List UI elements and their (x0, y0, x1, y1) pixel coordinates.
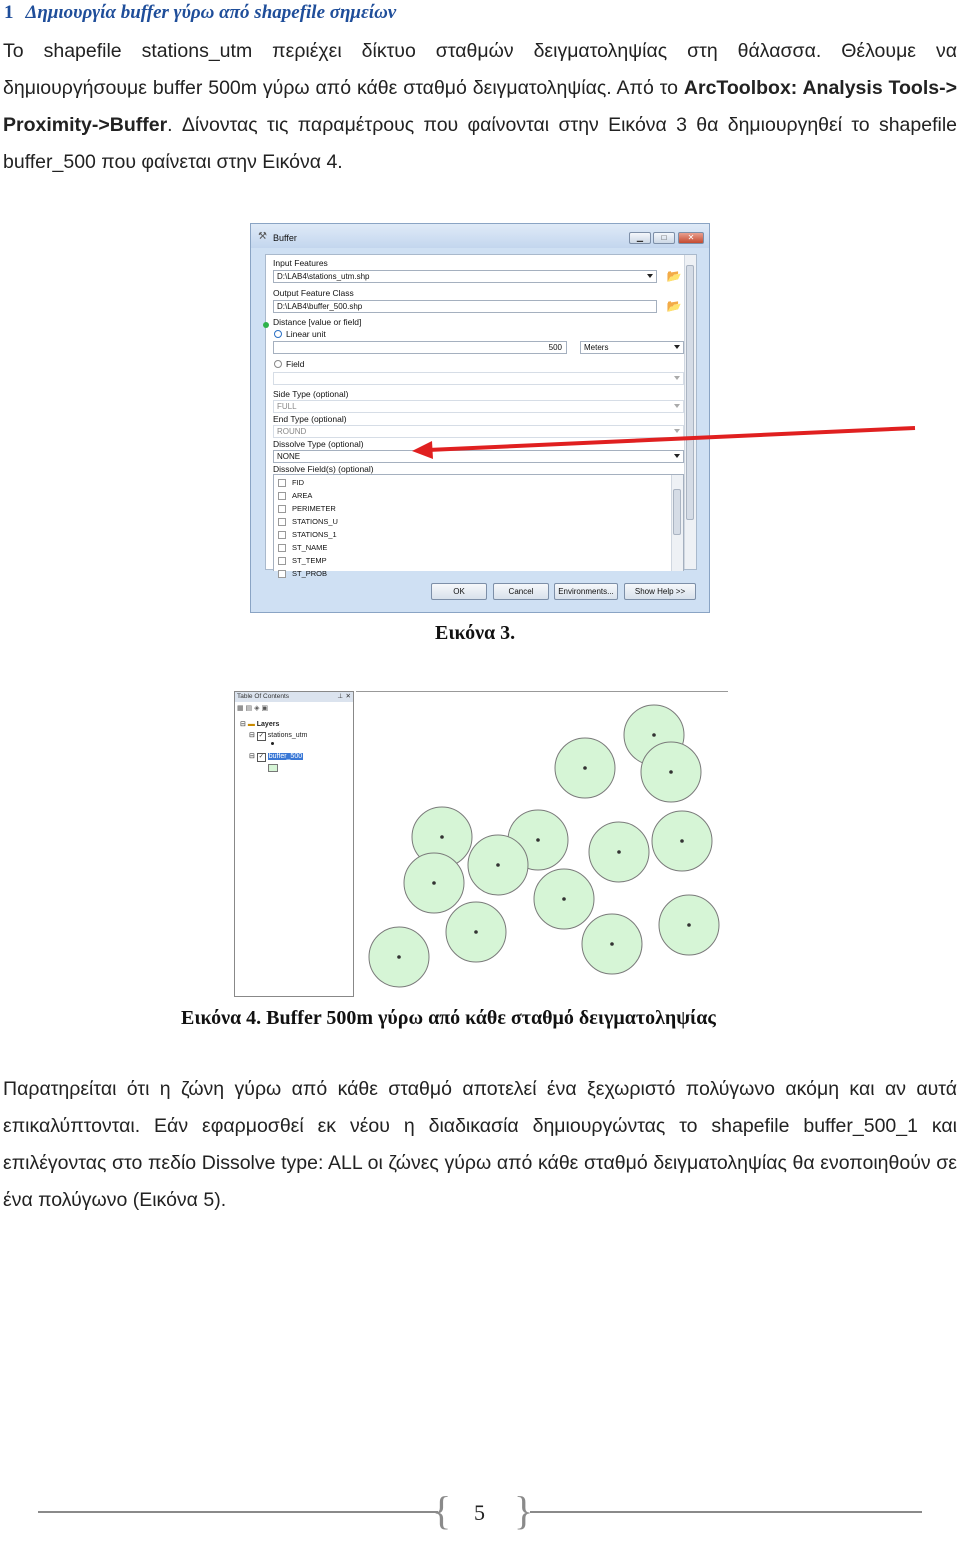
station-point[interactable] (562, 897, 566, 901)
station-point[interactable] (432, 881, 436, 885)
distance-label: Distance [value or field] (273, 317, 362, 327)
layers-folder-icon: ▬ (247, 721, 255, 728)
intro-text-b: . Δίνοντας τις παραμέτρους που φαίνονται στην Εικόνα 3 θα δημιουργηθεί το shapefile buffer_500 που φαίνεται στην Εικόνα 4. (3, 114, 957, 173)
browse-folder-icon[interactable]: 📂 (666, 269, 682, 283)
linear-unit-label: Linear unit (286, 329, 326, 339)
figure-4-label: Εικόνα 4. (181, 1007, 267, 1029)
cancel-button[interactable]: Cancel (493, 583, 549, 600)
station-point[interactable] (496, 863, 500, 867)
hammer-icon: ⚒ (258, 231, 267, 242)
station-point[interactable] (617, 850, 621, 854)
distance-value-field[interactable]: 500 (273, 341, 567, 354)
show-help-button[interactable]: Show Help >> (624, 583, 696, 600)
table-of-contents-panel (234, 691, 354, 997)
layers-label: Layers (256, 721, 280, 728)
dissolve-fields-label: Dissolve Field(s) (optional) (273, 464, 374, 474)
station-point[interactable] (610, 942, 614, 946)
field-name: STATIONS_U (292, 517, 338, 526)
page-number: 5 (474, 1500, 485, 1525)
layer-name: stations_utm (267, 732, 308, 739)
field-name: PERIMETER (292, 504, 336, 513)
field-label: Field (286, 359, 305, 369)
output-feature-class-label: Output Feature Class (273, 288, 354, 298)
field-name: ST_TEMP (292, 556, 327, 565)
checkbox[interactable]: ✓ (258, 754, 264, 760)
station-point[interactable] (680, 839, 684, 843)
browse-folder-icon[interactable]: 📂 (666, 299, 682, 313)
toc-title: Table Of Contents ⊥ ✕ (237, 693, 351, 700)
checkbox[interactable]: ✓ (258, 733, 264, 739)
ok-button[interactable]: OK (431, 583, 487, 600)
dialog-title: Buffer (273, 233, 297, 243)
right-brace: } (514, 1488, 534, 1533)
layer-stations-utm[interactable]: ⊟ ✓ stations_utm (249, 732, 308, 739)
field-name: AREA (292, 491, 313, 500)
field-name: STATIONS_1 (292, 530, 337, 539)
section-title: Δημιουργία buffer γύρω από shapefile σημείων (25, 2, 397, 23)
field-name: ST_NAME (292, 543, 328, 552)
figure-3-caption: Εικόνα 3. (435, 622, 516, 644)
pin-icon[interactable]: ⊥ (337, 693, 343, 700)
output-feature-class-field[interactable]: D:\LAB4\buffer_500.shp (273, 300, 657, 313)
figure-4-caption (181, 1007, 716, 1030)
section-number: 1 (4, 2, 14, 23)
intro-text-a: Το shapefile stations_utm περιέχει δίκτυο σταθμών δειγματοληψίας στη θάλασσα. Θέλουμε να δημιουργήσουμε buffer 500m γύρω από κάθε σταθμό δειγματοληψίας. Από το (3, 40, 957, 99)
left-brace: { (432, 1488, 452, 1533)
station-point[interactable] (474, 930, 478, 934)
polygon-symbol-icon (268, 764, 278, 772)
layer-name: buffer_500 (268, 753, 303, 760)
end-type-select[interactable]: ROUND (273, 425, 684, 438)
station-point[interactable] (687, 923, 691, 927)
field-name: ST_PROB (292, 569, 328, 578)
station-point[interactable] (583, 766, 587, 770)
environments-button[interactable]: Environments... (554, 583, 618, 600)
field-name: FID (292, 478, 305, 487)
buffer-map[interactable] (356, 692, 728, 998)
arrow-shaft (428, 428, 915, 450)
toc-toolbar-icons[interactable]: ▦ ▤ ◈ ▣ (237, 705, 269, 712)
layers-group[interactable]: ⊟ ▬ Layers (240, 721, 280, 728)
footer-rule-left (38, 1511, 438, 1513)
dissolve-type-select[interactable]: NONE (273, 450, 684, 463)
station-point[interactable] (397, 955, 401, 959)
station-point[interactable] (669, 770, 673, 774)
station-point[interactable] (652, 733, 656, 737)
maximize-button[interactable]: □ (653, 232, 675, 244)
minimize-button[interactable]: ▁ (629, 232, 651, 244)
station-point[interactable] (440, 835, 444, 839)
figure-4-title: Buffer 500m γύρω από κάθε σταθμό δειγματοληψίας (266, 1007, 716, 1029)
intro-bold-path: ArcToolbox: Analysis Tools-> Proximity->Buffer (3, 77, 957, 136)
dissolve-type-label: Dissolve Type (optional) (273, 439, 364, 449)
layer-buffer-500[interactable]: ⊟ ✓ buffer_500 (249, 753, 303, 760)
arrow-head (412, 441, 433, 459)
side-type-label: Side Type (optional) (273, 389, 349, 399)
close-icon[interactable]: ✕ (345, 693, 351, 700)
footer-rule-right (530, 1511, 922, 1513)
input-features-label: Input Features (273, 258, 328, 268)
explanation-paragraph: Παρατηρείται ότι η ζώνη γύρω από κάθε σταθμό αποτελεί ένα ξεχωριστό πολύγωνο ακόμη και αν αυτά επικαλύπτονται. Εάν εφαρμοσθεί εκ νέου η διαδικασία δημιουργώντας το shapefile buffer_500_1 και επιλέγοντας στο πεδίο Dissolve type: ALL οι ζώνες γύρω από κάθε σταθμό δειγματοληψίας θα ενοποιηθούν σε ένα πολύγωνο (Εικόνα 5). (3, 1078, 957, 1211)
end-type-label: End Type (optional) (273, 414, 347, 424)
map-view[interactable] (356, 691, 728, 998)
close-button[interactable]: ✕ (678, 232, 704, 244)
point-symbol-icon (271, 742, 274, 745)
side-type-select[interactable]: FULL (273, 400, 684, 413)
annotation-arrow (0, 0, 960, 700)
input-features-field[interactable]: D:\LAB4\stations_utm.shp (273, 270, 657, 283)
station-point[interactable] (536, 838, 540, 842)
linear-unit-select[interactable]: Meters (580, 341, 684, 354)
